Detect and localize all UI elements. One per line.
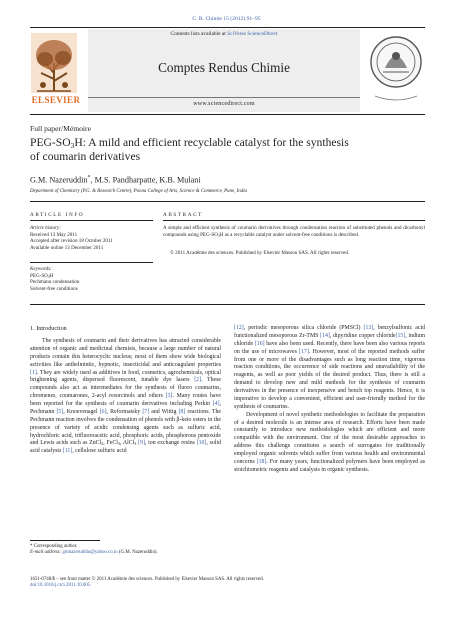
text-span: , ion exchange resins — [144, 440, 197, 447]
reference-link[interactable]: [1] — [30, 369, 37, 376]
elsevier-wordmark: ELSEVIER — [31, 95, 81, 105]
abstract-copyright: © 2011 Académie des sciences. Published by Elsevier Masson SAS. All rights reserved. — [170, 250, 350, 256]
reference-link[interactable]: [16] — [254, 340, 265, 347]
article-section-label: Full paper/Mémoire — [30, 124, 91, 133]
footnote-rule — [30, 540, 100, 541]
reference-link[interactable]: [7] — [142, 408, 150, 415]
accepted-date: Accepted after revision 18 October 2011 — [30, 238, 113, 245]
text-span: , Knoevenagel — [63, 408, 100, 415]
text-span: . These compounds also act as intermediates for the synthesis of fluoro coumarins, chromenes, coumarones, 2-acyl resorcinols and others — [30, 377, 221, 400]
received-date: Received 13 May 2011 — [30, 231, 78, 238]
text-span: , benzylsulfonic acid functionalized mesoporous Zr-TMS — [234, 325, 425, 339]
reference-link[interactable]: [5] — [56, 408, 64, 415]
reference-link[interactable]: [17] — [299, 348, 309, 355]
page-footer — [30, 577, 425, 590]
email-link[interactable]: gmnazeruddin@yahoo.co.in — [62, 550, 118, 556]
contents-availability-line — [88, 31, 360, 37]
reference-link[interactable]: [2] — [194, 377, 202, 384]
reference-link[interactable]: [6] — [99, 408, 107, 415]
doi-link[interactable]: doi:10.1016/j.crci.2011.10.005 — [30, 583, 91, 589]
keyword-1-subscript: 3 — [47, 274, 50, 279]
introduction-heading: 1. Introduction — [30, 325, 67, 332]
section-divider — [30, 201, 425, 202]
article-info-heading: ARTICLE INFO — [30, 212, 85, 218]
keywords-label: Keywords: — [30, 266, 52, 272]
title-part-1: PEG-SO — [30, 136, 71, 149]
abstract-text — [163, 225, 425, 238]
text-span: , FeCl — [103, 440, 118, 447]
text-span: The synthesis of coumarin and their derivatives has attracted considerable attention of organic and medicinal chemists, because a large number of natural products contain this heterocyclic nucleus; most of them show wide biological activities like anthelmintic, hypnotic, insecticidal and anticoagulant properties — [30, 338, 221, 368]
text-span: , AlCl — [119, 440, 135, 447]
header-top-rule — [30, 27, 425, 28]
text-span: , solid acid catalysts — [30, 440, 222, 455]
reference-link[interactable]: [9] — [138, 440, 145, 447]
subscript: 3 — [134, 441, 137, 447]
reference-link[interactable]: [12] — [234, 325, 244, 331]
abstract-heading: ABSTRACT — [163, 212, 203, 218]
reference-link[interactable]: [8] — [178, 408, 186, 415]
right-column — [234, 325, 425, 475]
reference-link[interactable]: [15] — [395, 332, 406, 339]
text-span: , dipyridine copper chloride — [329, 332, 396, 339]
text-span: . They are widely used as additives in food, cosmetics, agrochemicals, optical brightening agents, dispersed fluorescent, tunable dye lasers — [30, 369, 221, 384]
author-1[interactable]: G.M. Nazeruddin — [30, 175, 88, 185]
header-bottom-rule — [30, 114, 425, 115]
article-title — [30, 136, 425, 163]
email-label: E-mail address: — [30, 550, 63, 556]
text-span: . For many years, functionalized polymers have been employed as stoichiometric reagents and catalysts in organic synthesis. — [234, 458, 425, 473]
text-span: , Pechmann — [30, 401, 221, 415]
text-span: Development of novel synthetic methodologies to facilitate the preparation of a desired molecule is an intense area of research. Efforts have been made constantly to introduce new methodologies which are efficient and more compatible with the environment. One of the most desirable approaches to address this challenge constitutes a search of surrogates for traditionally employed organic solvents which suffer from various health and environmental concerns — [234, 411, 425, 465]
abstract-part-a: A simple and efficient synthesis of coumarin derivatives through condensation reaction of substituted phenols and dicarbonyl compounds using PEG-SO — [163, 225, 425, 238]
keyword-1-part-a: PEG-SO — [30, 272, 48, 279]
subscript: 2 — [101, 441, 104, 447]
reference-link[interactable]: [14] — [320, 332, 330, 339]
online-date: Available online 13 December 2011 — [30, 244, 104, 251]
journal-url-link[interactable]: www.sciencedirect.com — [193, 101, 255, 107]
title-subscript: 3 — [70, 141, 75, 150]
header-mid-rule — [88, 97, 360, 98]
keyword-1-part-b: H — [49, 272, 54, 279]
text-span: , Reformatsky — [106, 408, 143, 415]
intro-paragraph-1 — [30, 338, 221, 456]
text-span: have also been used. Recently, there have been also various reports on the use of microwaves — [234, 340, 426, 355]
text-span: , periodic mesoporous silica chloride (PMSCl) — [243, 325, 364, 331]
footnote-corresponding: Corresponding author. — [33, 544, 78, 549]
reference-link[interactable]: [3] — [165, 393, 173, 400]
author-list — [30, 175, 201, 185]
corresponding-author-footnote — [30, 544, 221, 556]
contents-prefix: Contents lists available at — [170, 31, 228, 37]
intro-paragraph-2 — [234, 412, 425, 475]
reference-link[interactable]: [4] — [212, 401, 220, 407]
left-column — [30, 338, 221, 456]
intro-paragraph-1-continued — [234, 325, 425, 412]
keywords-block — [30, 266, 155, 292]
article-info-rule — [30, 220, 153, 221]
abstract-subscript: 3 — [217, 233, 220, 238]
reference-link[interactable]: [18] — [256, 458, 267, 465]
abstract-rule — [163, 220, 425, 221]
title-part-2: H: A mild and efficient recyclable catalyst for the synthesis — [74, 136, 349, 149]
text-span: reactions. The Pechmann reaction involves the condensation of phenols with β-keto esters in the presence of variety of acidic condensing agents such as sulfuric acid, hydrochloric acid, trifluoroacetic acid, phosphoric acids, phosphorous pentoxide and Lewis acids such as ZnCl — [30, 408, 221, 447]
footnote-mark: * — [30, 544, 33, 549]
abstract-part-b: H as a recyclable catalyst under solvent-free conditions is described. — [219, 231, 360, 238]
text-span: , cellulose sulfuric acid — [72, 448, 127, 455]
sciencedirect-link[interactable]: SciVerse ScienceDirect — [227, 31, 278, 37]
reference-link[interactable]: [13] — [363, 325, 374, 331]
text-span: . Many routes have been reported for the synthesis of coumarin derivatives including Perkin — [30, 393, 221, 407]
history-divider — [30, 262, 153, 263]
title-line-2: of coumarin derivatives — [30, 149, 141, 163]
text-span: and Wittig — [149, 408, 179, 415]
front-matter-line: 1631-0748/$ – see front matter © 2011 Académie des sciences. Published by Elsevier Masson SAS. All rights reserved. — [30, 577, 264, 582]
author-affiliation: Department of Chemistry (P.G. & Research Centre), Poona College of Arts, Science & Commerce, Pune, India — [30, 189, 248, 194]
keyword-item-3: Solvent-free conditions — [30, 285, 78, 292]
other-authors: , M.S. Pandharpatte, K.B. Mulani — [90, 175, 201, 185]
academie-des-sciences-seal-icon — [367, 32, 425, 108]
body-divider — [30, 304, 425, 305]
article-history — [30, 225, 155, 251]
history-label: Article history: — [30, 225, 61, 231]
journal-title: Comptes Rendus Chimie — [158, 60, 290, 75]
email-suffix: (G.M. Nazeruddin). — [117, 550, 158, 556]
reference-link[interactable]: [11] — [62, 448, 73, 455]
keyword-item-2: Pechmann condensation — [30, 279, 80, 286]
text-span: , indium chloride — [234, 332, 426, 347]
text-span: . However, most of the reported methods suffer from one or more of the disadvantages such as long reaction time, vigorous reaction conditions, the occurrence of side reactions and unavailability of the reagents, as well as poor yields of the desired product. Thus, there is still a demand to develop new and mild methods for the synthesis of coumarin derivatives in the presence of inexpensive and bench top reagents. Hence, it is imperative to develop a convenient, efficient and user-friendly method for the synthesis of coumarins. — [234, 348, 425, 410]
elsevier-tree-logo-icon — [31, 33, 77, 93]
reference-link[interactable]: [10] — [196, 440, 207, 447]
keyword-item — [30, 273, 155, 280]
corresponding-author-mark[interactable]: * — [87, 175, 91, 181]
subscript: 3 — [117, 441, 120, 447]
journal-citation[interactable]: C. R. Chimie 15 (2012) 91–95 — [192, 16, 261, 22]
